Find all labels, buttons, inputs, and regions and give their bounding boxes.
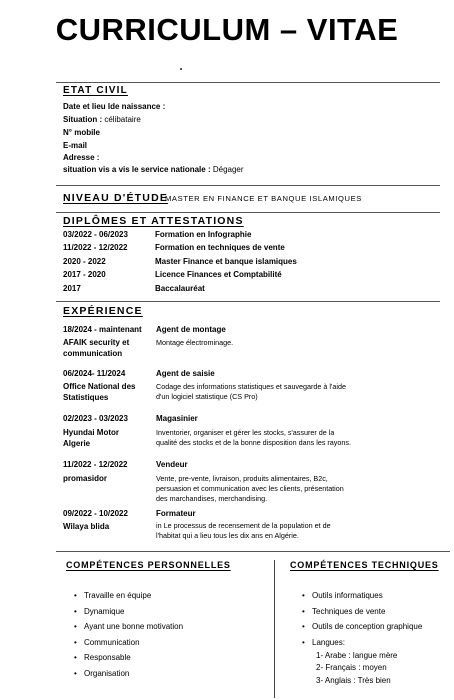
language-item: 1- Arabe : langue mère xyxy=(316,651,398,660)
experience-company: Office National des Statistiques xyxy=(63,382,136,402)
list-item: • Ayant une bonne motivation xyxy=(72,619,183,635)
field-label: N° mobile xyxy=(63,128,100,137)
section-heading-competences-personnelles: COMPÉTENCES PERSONNELLES xyxy=(66,560,231,570)
section-heading-experience: EXPÉRIENCE xyxy=(63,305,143,317)
niveau-value: MASTER EN FINANCE ET BANQUE ISLAMIQUES xyxy=(165,194,362,203)
language-item: 3- Anglais : Très bien xyxy=(316,676,391,685)
diploma-date: 03/2022 - 06/2023 xyxy=(63,230,128,239)
field-label: Situation : xyxy=(63,115,103,124)
experience-description: Inventorier, organiser et gérer les stocks, s'assurer de la qualité des stocks et de la bonne disposition dans les rayons. xyxy=(156,428,351,447)
experience-description: Codage des informations statistiques et sauvegarde à l'aide d'un logiciel statistique (CS Pro) xyxy=(156,382,346,401)
diploma-title: Formation en techniques de vente xyxy=(155,243,285,252)
diploma-date: 2017 - 2020 xyxy=(63,270,106,279)
divider xyxy=(56,301,440,302)
experience-role: Agent de saisie xyxy=(156,369,215,378)
experience-role: Magasinier xyxy=(156,414,198,423)
diploma-title: Baccalauréat xyxy=(155,284,205,293)
diploma-date: 11/2022 - 12/2022 xyxy=(63,243,128,252)
list-item: • Responsable xyxy=(72,650,183,666)
experience-date: 18/2024 - maintenant xyxy=(63,325,142,334)
technical-skills-list xyxy=(300,588,422,650)
section-heading-diplomes: DIPLÔMES ET ATTESTATIONS xyxy=(63,215,244,227)
list-item: • Travaille en équipe xyxy=(72,588,183,604)
experience-role: Vendeur xyxy=(156,460,188,469)
experience-role: Agent de montage xyxy=(156,325,226,334)
experience-company: AFAIK security et communication xyxy=(63,338,130,358)
field-mobile xyxy=(63,127,100,138)
field-label: Date et lieu lde naissance : xyxy=(63,102,166,111)
experience-date: 06/2024- 11/2024 xyxy=(63,369,126,378)
experience-company: Hyundai Motor Algerie xyxy=(63,428,119,448)
section-heading-etat-civil: ETAT CIVIL xyxy=(63,85,128,96)
experience-description: in Le processus de recensement de la population et de l'habitat qui a lieu tous les dix ans en Algérie. xyxy=(156,521,331,540)
divider xyxy=(56,82,440,83)
field-label: E-mail xyxy=(63,141,88,150)
language-item: 2- Français : moyen xyxy=(316,663,387,672)
field-service-national xyxy=(63,164,244,175)
list-item: • Outils de conception graphique xyxy=(300,619,422,635)
field-birth xyxy=(63,101,165,112)
divider xyxy=(56,185,440,186)
field-value: Dégager xyxy=(212,165,244,174)
diploma-title: Licence Finances et Comptabilité xyxy=(155,270,282,279)
list-item: • Dynamique xyxy=(72,604,183,620)
divider xyxy=(56,212,440,213)
experience-date: 11/2022 - 12/2022 xyxy=(63,460,128,469)
experience-company: Wilaya blida xyxy=(63,522,110,531)
experience-description: Vente, pre-vente, livraison, produits alimentaires, B2c, persuasion et communication avec les clients, présentation des marchandises, merchandising. xyxy=(156,474,344,503)
list-item: • Langues: xyxy=(300,635,422,651)
experience-date: 09/2022 - 10/2022 xyxy=(63,509,128,518)
section-heading-competences-techniques: COMPÉTENCES TECHNIQUES xyxy=(290,560,439,570)
field-situation xyxy=(63,114,141,125)
section-heading-niveau: NIVEAU D'ÉTUDE xyxy=(63,192,169,204)
list-item: • Techniques de vente xyxy=(300,604,422,620)
diploma-title: Master Finance et banque islamiques xyxy=(155,257,297,266)
experience-company: promasidor xyxy=(63,474,108,483)
field-address xyxy=(63,152,99,163)
list-item: • Outils informatiques xyxy=(300,588,422,604)
diploma-date: 2017 xyxy=(63,284,81,293)
field-label: situation vis a vis le service nationale : xyxy=(63,165,211,174)
list-item: • Communication xyxy=(72,635,183,651)
list-item: • Organisation xyxy=(72,666,183,682)
diploma-title: Formation en Infographie xyxy=(155,230,252,239)
divider xyxy=(56,551,450,552)
decorative-dot xyxy=(180,68,182,70)
field-value: célibataire xyxy=(104,115,141,124)
cv-title: CURRICULUM – VITAE xyxy=(55,12,399,47)
experience-role: Formateur xyxy=(156,509,196,518)
experience-description: Montage électrominage. xyxy=(156,338,234,347)
field-email xyxy=(63,140,87,151)
personal-skills-list xyxy=(72,588,183,681)
experience-date: 02/2023 - 03/2023 xyxy=(63,414,128,423)
field-label: Adresse : xyxy=(63,153,100,162)
diploma-date: 2020 - 2022 xyxy=(63,257,106,266)
column-divider xyxy=(274,560,275,698)
